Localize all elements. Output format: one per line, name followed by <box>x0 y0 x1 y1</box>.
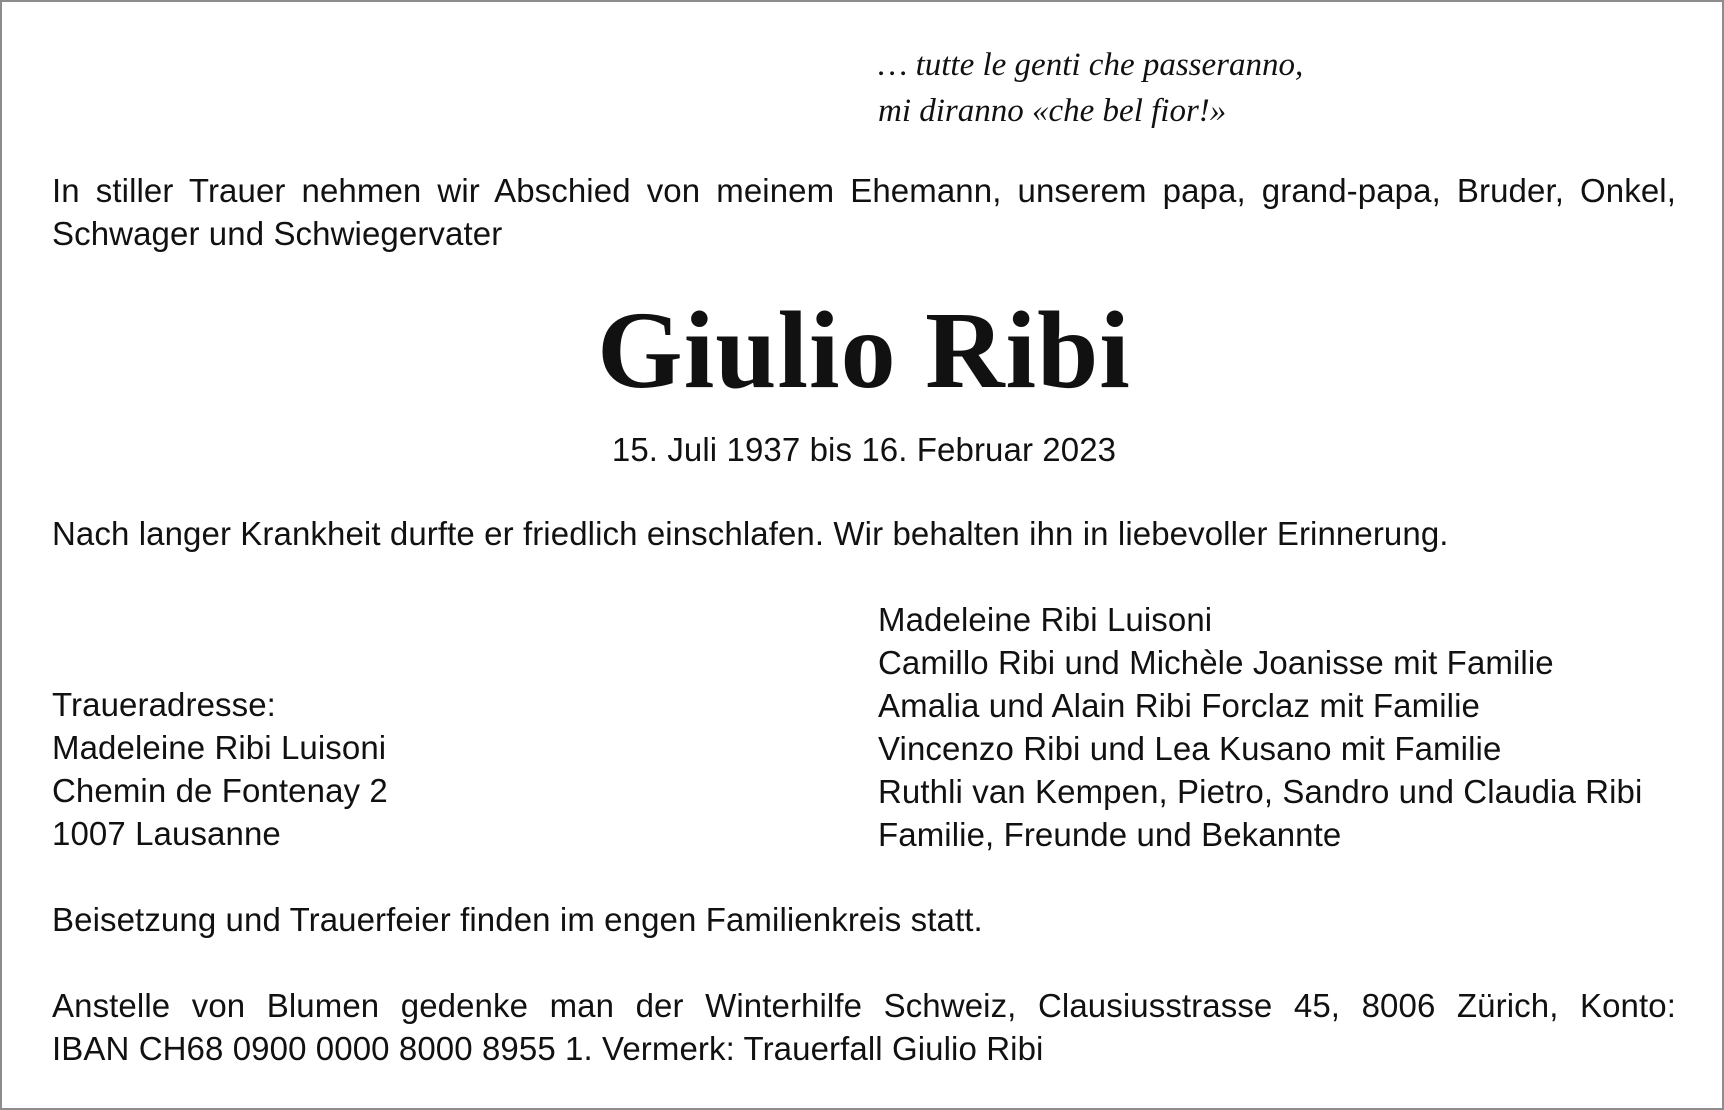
donation-info <box>52 984 1676 1070</box>
life-dates: 15. Juli 1937 bis 16. Februar 2023 <box>611 431 1117 468</box>
motto-line: mi diranno «che bel fior!» <box>878 93 1227 129</box>
mourning-address <box>52 683 752 855</box>
intro-line: Schwager und Schwiegervater <box>52 215 503 252</box>
mourner-entry: Camillo Ribi und Michèle Joanisse mit Familie <box>878 644 1554 681</box>
motto-line: … tutte le genti che passeranno, <box>878 47 1304 83</box>
address-line: Madeleine Ribi Luisoni <box>52 729 387 766</box>
motto-quote <box>878 42 1578 134</box>
address-line: 1007 Lausanne <box>52 815 281 852</box>
donation-line: IBAN CH68 0900 0000 8000 8955 1. Vermerk: Trauerfall Giulio Ribi <box>52 1030 1044 1067</box>
mourner-entry: Vincenzo Ribi und Lea Kusano mit Familie <box>878 730 1502 767</box>
mourners-list <box>878 598 1698 856</box>
funeral-info: Beisetzung und Trauerfeier finden im engen Familienkreis statt. <box>52 901 983 938</box>
intro-line: In stiller Trauer nehmen wir Abschied von meinem Ehemann, unserem papa, grand-papa, Bruder, Onkel, <box>52 172 1676 209</box>
address-line: Chemin de Fontenay 2 <box>52 772 388 809</box>
donation-line: Anstelle von Blumen gedenke man der Winterhilfe Schweiz, Clausiusstrasse 45, 8006 Zürich, Konto: <box>52 987 1676 1024</box>
address-label: Traueradresse: <box>52 686 276 723</box>
mourner-entry: Madeleine Ribi Luisoni <box>878 601 1213 638</box>
intro-paragraph <box>52 169 1676 255</box>
mourner-entry: Familie, Freunde und Bekannte <box>878 816 1342 853</box>
mourner-entry: Amalia und Alain Ribi Forclaz mit Familie <box>878 687 1480 724</box>
deceased-name: Giulio Ribi <box>597 289 1131 411</box>
remembrance-text: Nach langer Krankheit durfte er friedlich einschlafen. Wir behalten ihn in liebevoller Erinnerung. <box>52 515 1449 552</box>
mourner-entry: Ruthli van Kempen, Pietro, Sandro und Claudia Ribi <box>878 773 1643 810</box>
